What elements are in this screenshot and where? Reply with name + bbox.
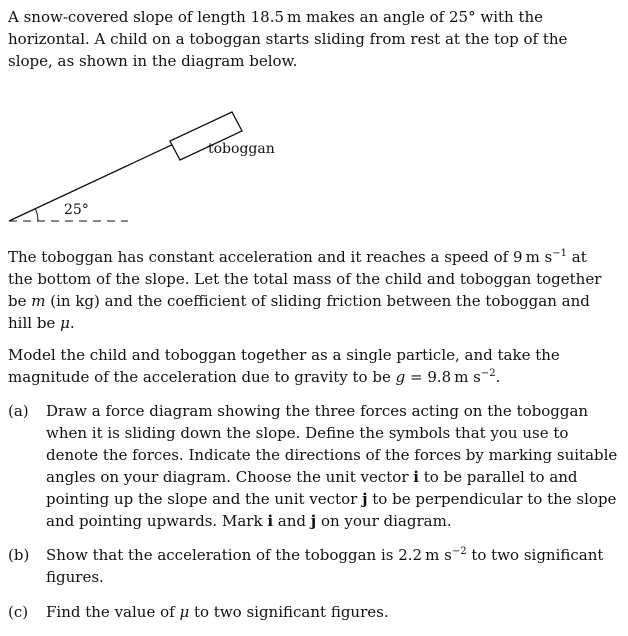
model-paragraph <box>8 344 616 388</box>
question-b-marker: (b) <box>8 546 30 564</box>
intro-text-3: with the horizontal. A child on a toboggan starts sliding from rest at the top of the slope, as shown in the diagram below. <box>8 8 568 70</box>
question-c-text-2: to two significant figures. <box>189 603 389 621</box>
question-a-text-4: on your diagram. <box>316 512 452 530</box>
body-text-3: (in kg) and the coefficient of sliding friction between the toboggan and hill be <box>8 292 590 332</box>
question-a-marker: (a) <box>8 402 29 420</box>
intro-text-1: A snow-covered slope of length <box>8 8 251 26</box>
angle-arc <box>35 209 38 221</box>
length-unit: m <box>287 8 302 26</box>
acceleration-unit: m s <box>425 546 452 564</box>
body-text-1: The toboggan has constant acceleration and it reaches a speed of <box>8 248 514 266</box>
g-unit-exponent: −2 <box>480 368 496 379</box>
acceleration-unit-exponent: −2 <box>451 546 467 557</box>
question-a-text <box>46 400 620 532</box>
unit-vector-i-2: i <box>267 512 274 530</box>
intro-paragraph <box>8 6 616 72</box>
toboggan-label: toboggan <box>208 141 275 157</box>
slope-length: 18.5 <box>250 8 285 26</box>
question-a-and: and <box>273 512 311 530</box>
model-text-2: . <box>495 368 501 386</box>
question-a-text-3: to be perpendicular to the slope and pointing upwards. Mark <box>46 490 617 530</box>
question-c-marker: (c) <box>8 603 29 621</box>
slope-angle: 25° <box>449 8 476 26</box>
speed-unit: m s <box>525 248 553 266</box>
question-b-text-1: Show that the acceleration of the toboggan is <box>46 546 399 564</box>
question-a-text-2: to be parallel to and pointing up the slope and the unit vector <box>46 468 578 508</box>
mass-symbol: m <box>31 292 46 310</box>
g-symbol: g <box>395 368 406 386</box>
unit-vector-i: i <box>413 468 419 486</box>
slope-diagram <box>0 80 300 240</box>
mu-symbol: μ <box>60 314 70 332</box>
speed-unit-exponent: −1 <box>552 248 568 259</box>
question-c-text <box>46 601 620 623</box>
question-b-text-2: to two significant figures. <box>46 546 604 586</box>
intro-text-2: makes an angle of <box>301 8 450 26</box>
body-text-2: at the bottom of the slope. Let the total mass of the child and toboggan together be <box>8 248 602 310</box>
question-b-text <box>46 544 620 588</box>
unit-vector-j-2: j <box>310 512 317 530</box>
g-value: = 9.8 <box>405 368 452 386</box>
model-text-1: Model the child and toboggan together as a single particle, and take the magnitude of the acceleration due to gravity to be <box>8 346 560 386</box>
question-a-text-1: Draw a force diagram showing the three forces acting on the toboggan when it is sliding down the slope. Define the symbols that you use to denote the forces. Indicate the directions of the forces by marking suitable angles on your diagram. Choose the unit vector <box>46 402 618 486</box>
body-paragraph <box>8 246 616 334</box>
question-c-text-1: Find the value of <box>46 603 180 621</box>
angle-label: 25° <box>64 202 89 218</box>
body-text-4: . <box>69 314 75 332</box>
unit-vector-j: j <box>362 490 368 508</box>
acceleration-value: 2.2 <box>398 546 423 564</box>
g-unit: m s <box>454 368 481 386</box>
final-speed: 9 <box>513 248 523 266</box>
mu-symbol-2: μ <box>179 603 190 621</box>
